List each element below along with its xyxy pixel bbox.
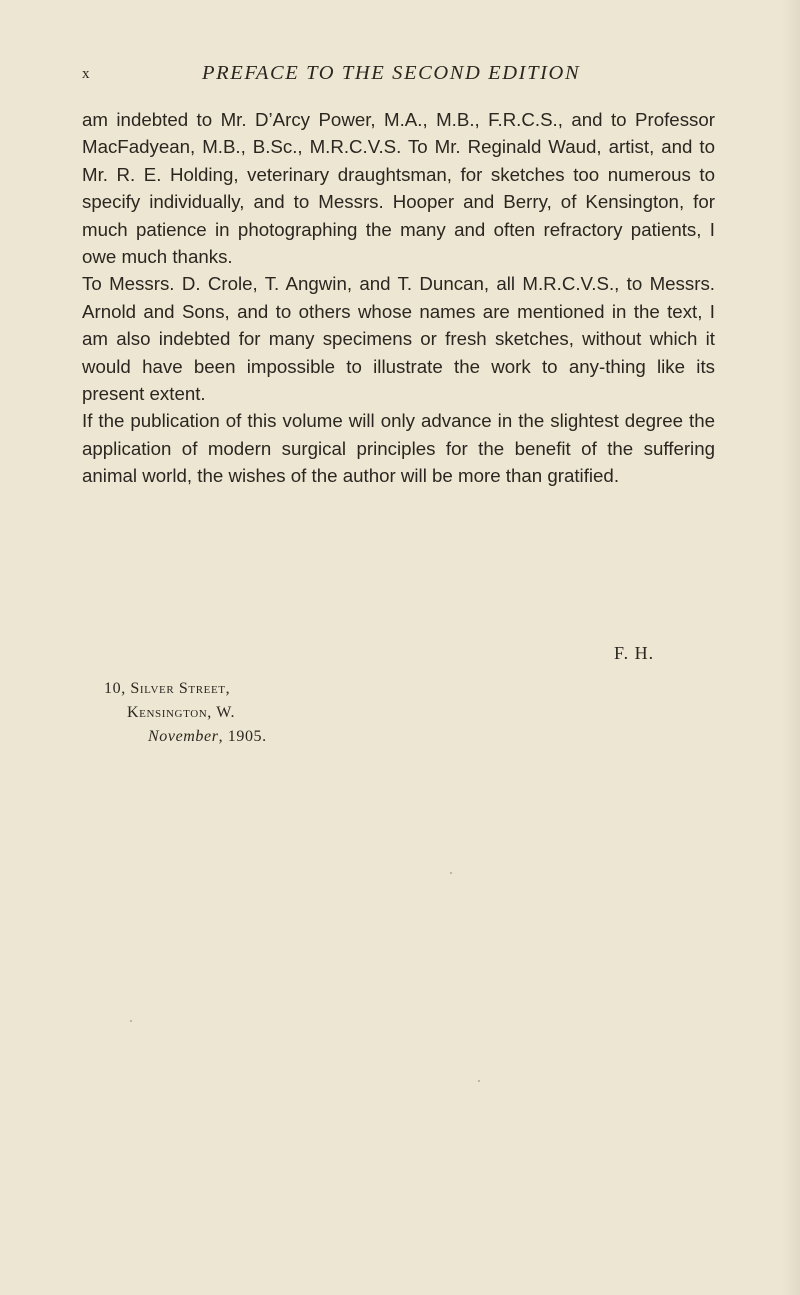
address-block bbox=[82, 677, 267, 749]
paragraph: If the publication of this volume will only advance in the slightest degree the application of modern surgical principles for the benefit of the suffering animal world, the wishes of the author will be more than gratified. bbox=[82, 410, 715, 487]
date-month: November bbox=[148, 728, 219, 745]
page-title: PREFACE TO THE SECOND EDITION bbox=[202, 62, 581, 84]
running-head bbox=[82, 62, 722, 92]
address-date bbox=[82, 725, 267, 749]
author-initials: F. H. bbox=[614, 643, 655, 663]
address-district: Kensington, W. bbox=[127, 704, 236, 721]
preface-body bbox=[82, 106, 715, 490]
page-number: x bbox=[82, 66, 91, 82]
paper-speck bbox=[450, 872, 452, 874]
address-street: 10, Silver Street, bbox=[104, 680, 231, 697]
paragraph: am indebted to Mr. D’Arcy Power, M.A., M.B., F.R.C.S., and to Professor MacFadyean, M.B., B.Sc., M.R.C.V.S. To Mr. Reginald Waud, artist, and to Mr. R. E. Holding, veterinary draughtsman, for sketches too numerous to specify individually, and to Messrs. Hooper and Berry, of Kensington, for much patience in photographing the many and often refractory patients, I owe much thanks. bbox=[82, 109, 715, 268]
date-year: , 1905. bbox=[218, 728, 267, 745]
paper-speck bbox=[130, 1020, 132, 1022]
paper-speck bbox=[478, 1080, 480, 1082]
paragraph: To Messrs. D. Crole, T. Angwin, and T. Duncan, all M.R.C.V.S., to Messrs. Arnold and Sons, and to others whose names are mentioned in the text, I am also indebted for many specimens or fresh sketches, without which it would have been impossible to illustrate the work to any-thing like its present extent. bbox=[82, 273, 715, 405]
